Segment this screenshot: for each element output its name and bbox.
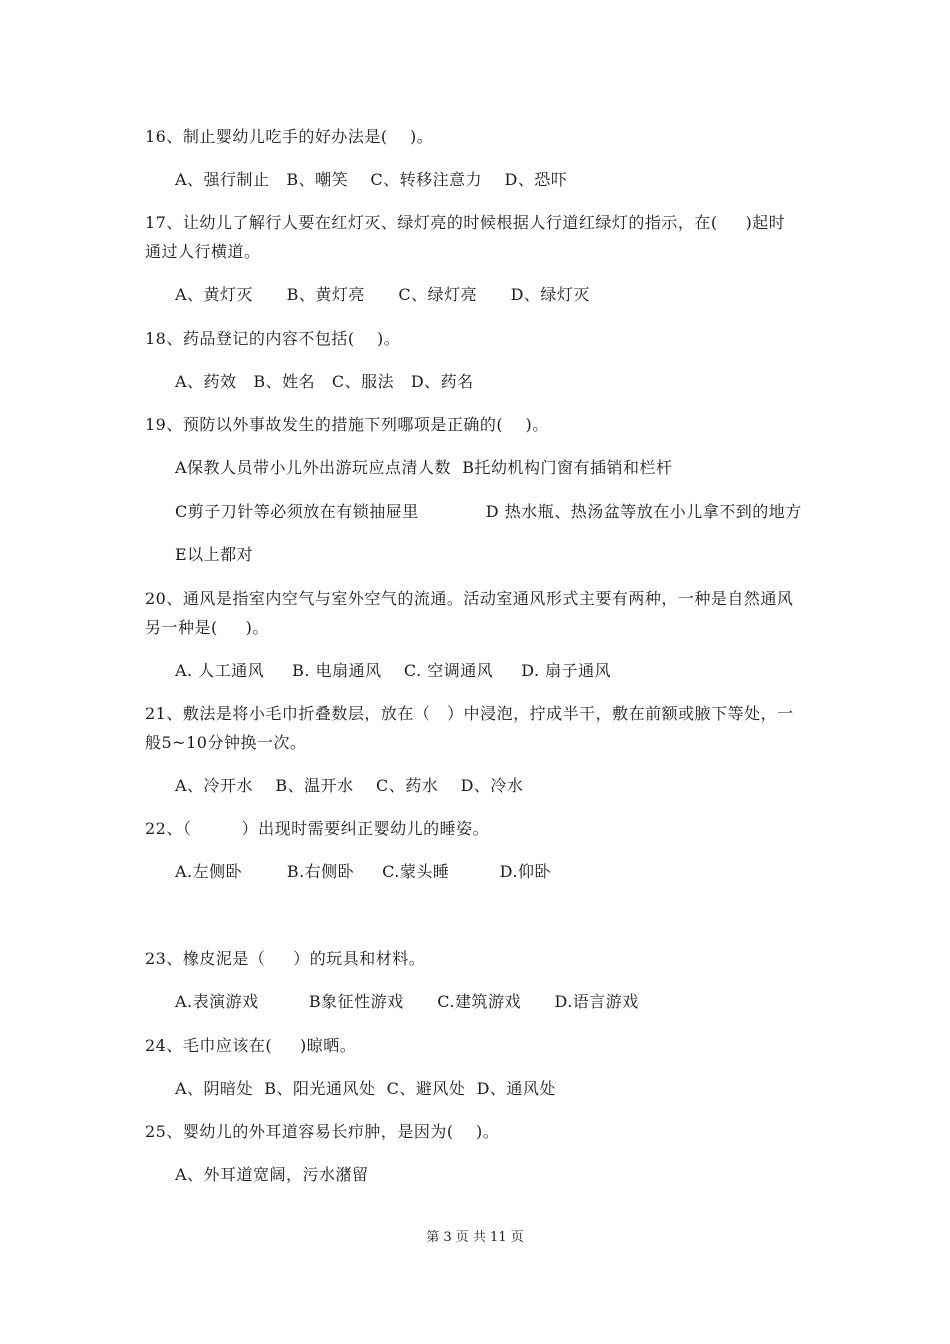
question-19-options-line-3: E以上都对 — [175, 545, 254, 564]
question-19-text: 19、预防以外事故发生的措施下列哪项是正确的( )。 — [145, 415, 549, 434]
question-21-text-line-2: 般5~10分钟换一次。 — [145, 733, 307, 752]
question-24-options: A、阴暗处 B、阳光通风处 C、避风处 D、通风处 — [175, 1079, 556, 1098]
page-number-footer: 第 3 页 共 11 页 — [426, 1230, 524, 1245]
question-23-text: 23、橡皮泥是（ ）的玩具和材料。 — [145, 949, 426, 968]
question-17-text-line-2: 通过人行横道。 — [145, 242, 261, 261]
question-16-options: A、强行制止 B、嘲笑 C、转移注意力 D、恐吓 — [175, 170, 568, 189]
question-21-text-line-1: 21、敷法是将小毛巾折叠数层，放在（ ）中浸泡，拧成半干，敷在前额或腋下等处，一 — [145, 704, 794, 723]
question-19-options-line-2: C剪子刀针等必须放在有锁抽屉里 D 热水瓶、热汤盆等放在小儿拿不到的地方 — [175, 502, 802, 521]
question-20-options: A. 人工通风 B. 电扇通风 C. 空调通风 D. 扇子通风 — [175, 661, 612, 680]
question-17-options: A、黄灯灭 B、黄灯亮 C、绿灯亮 D、绿灯灭 — [175, 285, 590, 304]
question-18-text: 18、药品登记的内容不包括( )。 — [145, 329, 401, 348]
question-20-text-line-1: 20、通风是指室内空气与室外空气的流通。活动室通风形式主要有两种，一种是自然通风 — [145, 589, 794, 608]
question-21-options: A、冷开水 B、温开水 C、药水 D、冷水 — [175, 776, 524, 795]
question-22-text: 22、（ ）出现时需要纠正婴幼儿的睡姿。 — [145, 819, 490, 838]
question-22-options: A.左侧卧 B.右侧卧 C.蒙头睡 D.仰卧 — [175, 862, 551, 881]
question-24-text: 24、毛巾应该在( )晾晒。 — [145, 1036, 357, 1055]
question-20-text-line-2: 另一种是( )。 — [145, 618, 269, 637]
question-25-options: A、外耳道宽阔，污水潴留 — [175, 1165, 369, 1184]
question-18-options: A、药效 B、姓名 C、服法 D、药名 — [175, 372, 474, 391]
question-23-options: A.表演游戏 B象征性游戏 C.建筑游戏 D.语言游戏 — [175, 992, 639, 1011]
question-17-text-line-1: 17、让幼儿了解行人要在红灯灭、绿灯亮的时候根据人行道红绿灯的指示，在( )起时 — [145, 213, 786, 232]
question-16-text: 16、制止婴幼儿吃手的好办法是( )。 — [145, 127, 434, 146]
question-25-text: 25、婴幼儿的外耳道容易长疖肿，是因为( )。 — [145, 1122, 500, 1141]
question-19-options-line-1: A保教人员带小儿外出游玩应点清人数 B托幼机构门窗有插销和栏杆 — [175, 458, 673, 477]
